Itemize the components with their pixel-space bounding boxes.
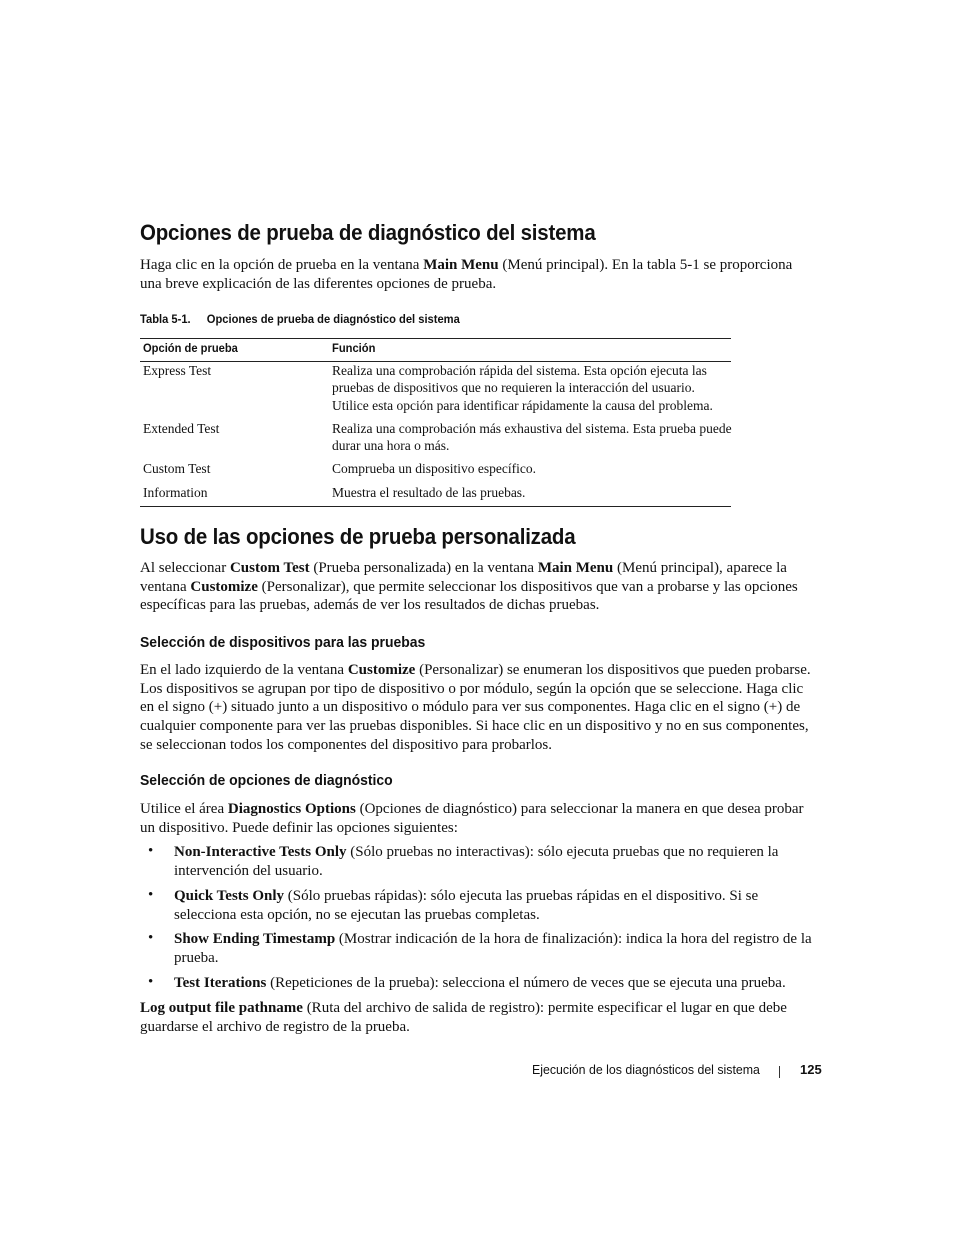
bold-term: Non-Interactive Tests Only <box>174 844 347 860</box>
text-run: (Menú principal). En la tabla 5-1 se proporciona una breve explicación de las diferentes opciones de prueba. <box>140 257 793 292</box>
text-run: (Menú principal), aparece la ventana <box>140 560 787 595</box>
table-header-function: Función <box>332 341 376 355</box>
text-run: (Opciones de diagnóstico) para seleccionar la manera en que desea probar un dispositivo. Puede definir las opciones siguientes: <box>140 801 804 836</box>
subsection-heading-diagnostic-options: Selección de opciones de diagnóstico <box>140 772 393 789</box>
bullet-item <box>174 930 814 967</box>
bold-term: Customize <box>190 578 258 595</box>
table-row-option: Express Test <box>143 363 212 378</box>
bold-term: Test Iterations <box>174 975 267 991</box>
bold-term: Main Menu <box>423 257 499 273</box>
bullet-marker: • <box>148 974 154 990</box>
table-caption-label: Tabla 5-1. <box>140 312 191 326</box>
bullet-item <box>174 843 814 880</box>
bold-term: Custom Test <box>229 560 310 576</box>
text-run: (Sólo pruebas no interactivas): sólo ejecuta pruebas que no requieren la intervención del usuario. <box>174 844 779 879</box>
bullet-item <box>174 974 814 993</box>
table-top-rule <box>140 338 731 339</box>
section1-intro <box>140 256 816 293</box>
bullet-marker: • <box>148 843 154 859</box>
table-row-option: Information <box>143 485 208 500</box>
text-run: (Prueba personalizada) en la ventana <box>309 560 538 576</box>
table-row-function: Muestra el resultado de las pruebas. <box>332 485 526 500</box>
table-row-function: Comprueba un dispositivo específico. <box>332 461 536 476</box>
table-header-option: Opción de prueba <box>143 341 238 355</box>
footer-separator <box>779 1066 780 1078</box>
bold-term: Main Menu <box>537 560 614 576</box>
bold-term: Diagnostics Options <box>227 801 356 817</box>
subsection-heading-device-selection: Selección de dispositivos para las pruebas <box>140 634 426 651</box>
table-row-function: Realiza una comprobación más exhaustiva del sistema. Esta prueba puede durar una hora o más. <box>332 421 732 454</box>
text-run: (Repeticiones de la prueba): selecciona el número de veces que se ejecuta una prueba. <box>266 975 786 991</box>
subsection2-body <box>140 800 816 837</box>
bold-term: Log output file pathname <box>140 1000 303 1016</box>
footer-chapter-title: Ejecución de los diagnósticos del sistema <box>532 1062 760 1077</box>
subsection1-body <box>140 661 816 755</box>
closing-paragraph <box>140 999 816 1036</box>
table-row-option: Custom Test <box>143 461 211 476</box>
text-run: Al seleccionar <box>140 560 230 576</box>
text-run: (Personalizar) se enumeran los dispositivos que pueden probarse. Los dispositivos se agrupan por tipo de dispositivo o por módulo, según la opción que se seleccione. Haga clic en el signo (+) situado junto a un dispositivo o módulo para ver sus componentes. Haga clic en el signo (+) de cualquier componente para ver las pruebas disponibles. Si hace clic en un dispositivo y no en sus componentes, se seleccionan todos los componentes del dispositivo para probarlos. <box>140 662 811 753</box>
table-caption <box>140 312 460 326</box>
bullet-marker: • <box>148 930 154 946</box>
bold-term: Quick Tests Only <box>174 888 285 904</box>
section2-intro <box>140 559 816 615</box>
text-run: (Mostrar indicación de la hora de finalización): indica la hora del registro de la prueba. <box>174 931 812 966</box>
text-run: Utilice el área <box>140 801 228 817</box>
table-bottom-rule <box>140 506 731 507</box>
text-run: Haga clic en la opción de prueba en la ventana <box>140 257 424 273</box>
bullet-marker: • <box>148 887 154 903</box>
table-row-option: Extended Test <box>143 421 220 436</box>
text-run: (Personalizar), que permite seleccionar los dispositivos que van a probarse y las opciones específicas para las pruebas, además de ver los resultados de dichas pruebas. <box>140 578 798 614</box>
bullet-item <box>174 887 814 924</box>
section-heading-diagnostic-options: Opciones de prueba de diagnóstico del sistema <box>140 220 596 245</box>
page-number: 125 <box>800 1062 822 1077</box>
text-run: En el lado izquierdo de la ventana <box>140 662 348 678</box>
bold-term: Customize <box>347 662 416 678</box>
page-footer <box>0 1062 954 1082</box>
section-heading-custom-test: Uso de las opciones de prueba personalizada <box>140 524 576 549</box>
table-row-function: Realiza una comprobación rápida del sistema. Esta opción ejecuta las pruebas de dispositivos que no requieren la interacción del usuario. Utilice esta opción para identificar rápidamente la causa del problema. <box>332 363 713 413</box>
text-run: (Ruta del archivo de salida de registro): permite especificar el lugar en que debe guardarse el archivo de registro de la prueba. <box>140 1000 787 1035</box>
bold-term: Show Ending Timestamp <box>174 931 336 947</box>
table-caption-title: Opciones de prueba de diagnóstico del sistema <box>206 312 460 326</box>
text-run: (Sólo pruebas rápidas): sólo ejecuta las pruebas rápidas en el dispositivo. Si se selecciona esta opción, no se ejecutan las pruebas completas. <box>174 888 759 923</box>
